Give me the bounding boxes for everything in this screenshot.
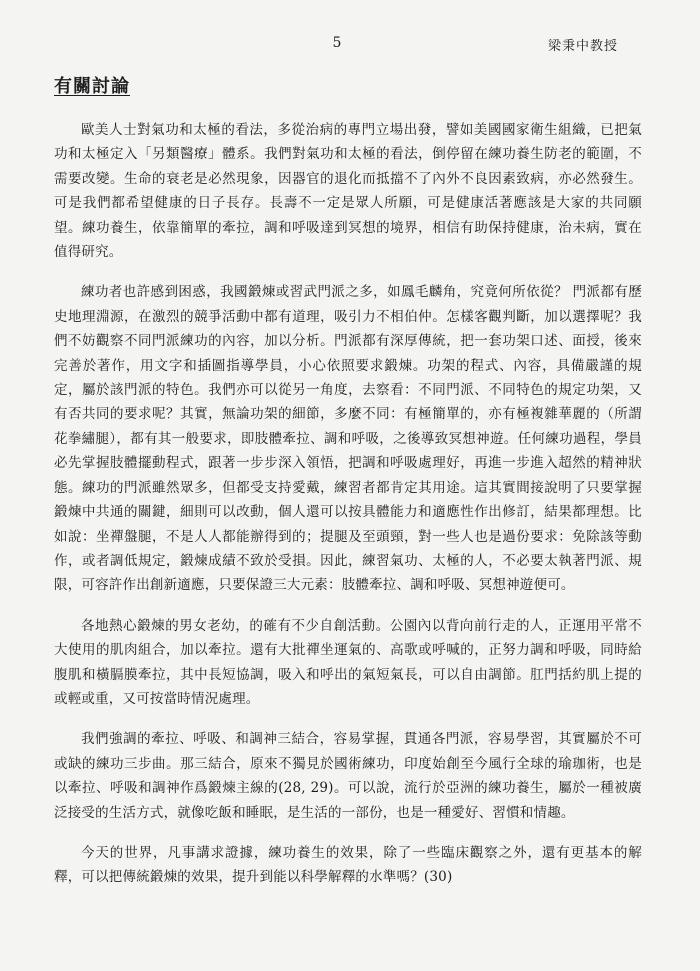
author-name: 梁秉中教授 <box>548 39 619 54</box>
page-number: 5 <box>332 35 342 51</box>
paragraph-3: 各地熱心鍛煉的男女老幼，的確有不少自創活動。公園內以背向前行走的人，正運用平常不大使用的肌肉組合，加以牽拉。還有大批禪坐運氣的、高歌或呼喊的，正努力調和呼吸，同時給腹肌和橫膈膜牽拉，其中長短協調，吸入和呼出的氣短氣長，可以自由調節。肛門括約肌上提的或輕或重，又可按當時情況處理。 <box>54 617 642 707</box>
paragraph-5: 今天的世界，凡事講求證據，練功養生的效果，除了一些臨床觀察之外，還有更基本的解釋，可以把傳統鍛煉的效果，提升到能以科學解釋的水準嗎？(30) <box>54 844 642 886</box>
body-text <box>54 118 642 906</box>
paragraph-4: 我們強調的牽拉、呼吸、和調神三結合，容易掌握，貫通各門派，容易學習，其實屬於不可或缺的練功三步曲。那三結合，原來不獨見於國術練功，印度始創至今風行全球的瑜珈術，也是以牽拉、呼吸和調神作爲鍛煉主線的(28, 29)。可以說，流行於亞洲的練功養生，屬於一種被廣泛接受的生活方式，就像吃飯和睡眠，是生活的一部份，也是一種愛好、習慣和情趣。 <box>54 731 642 821</box>
paragraph-2: 練功者也許感到困惑，我國鍛煉或習武門派之多，如鳳毛麟角，究竟何所依從？ 門派都有歷史地理淵源，在激烈的競爭活動中都有道理，吸引力不相伯仲。怎樣客觀判斷，加以選擇呢？我們不妨觀察不同門派練功的內容，加以分析。門派都有深厚傳統，把一套功架口述、面授，後來完善於著作，用文字和插圖指導學員，小心依照要求鍛煉。功架的程式、內容，具備嚴謹的規定，屬於該門派的特色。我們亦可以從另一角度，去察看：不同門派、不同特色的規定功架，又有否共同的要求呢？其實，無論功架的細節，多麼不同：有極簡單的，亦有極複雜華麗的（所謂花拳繡腿），都有其一般要求，即肢體牽拉、調和呼吸，之後導致冥想神遊。任何練功過程，學員必先掌握肢體擺動程式，跟著一步步深入領悟，把調和呼吸處理好，再進一步進入超然的精神狀態。練功的門派雖然眾多，但都受支持愛戴，練習者都肯定其用途。這其實間接說明了只要掌握鍛煉中共通的關鍵，細則可以改動，個人還可以按具體能力和適應性作出修訂，結果都理想。比如說：坐禪盤腿，不是人人都能辦得到的；提腿及至頭頸，對一些人也是過份要求：免除該等動作，或者調低規定，鍛煉成績不致於受損。因此，練習氣功、太極的人，不必要太執著門派、規限，可容許作出創新適應，只要保證三大元素：肢體牽拉、調和呼吸、冥想神遊便可。 <box>54 284 642 594</box>
section-heading: 有關討論 <box>54 76 130 97</box>
paragraph-1: 歐美人士對氣功和太極的看法，多從治病的專門立場出發，譬如美國國家衛生組織，已把氣功和太極定入「另類醫療」體系。我們對氣功和太極的看法，倒停留在練功養生防老的範圍，不需要改變。生命的衰老是必然現象，因器官的退化而抵擋不了內外不良因素致病，亦必然發生。可是我們都希望健康的日子長存。長壽不一定是眾人所願，可是健康活著應該是大家的共同願望。練功養生，依靠簡單的牽拉，調和呼吸達到冥想的境界，相信有助保持健康，治未病，實在值得研究。 <box>54 122 642 261</box>
